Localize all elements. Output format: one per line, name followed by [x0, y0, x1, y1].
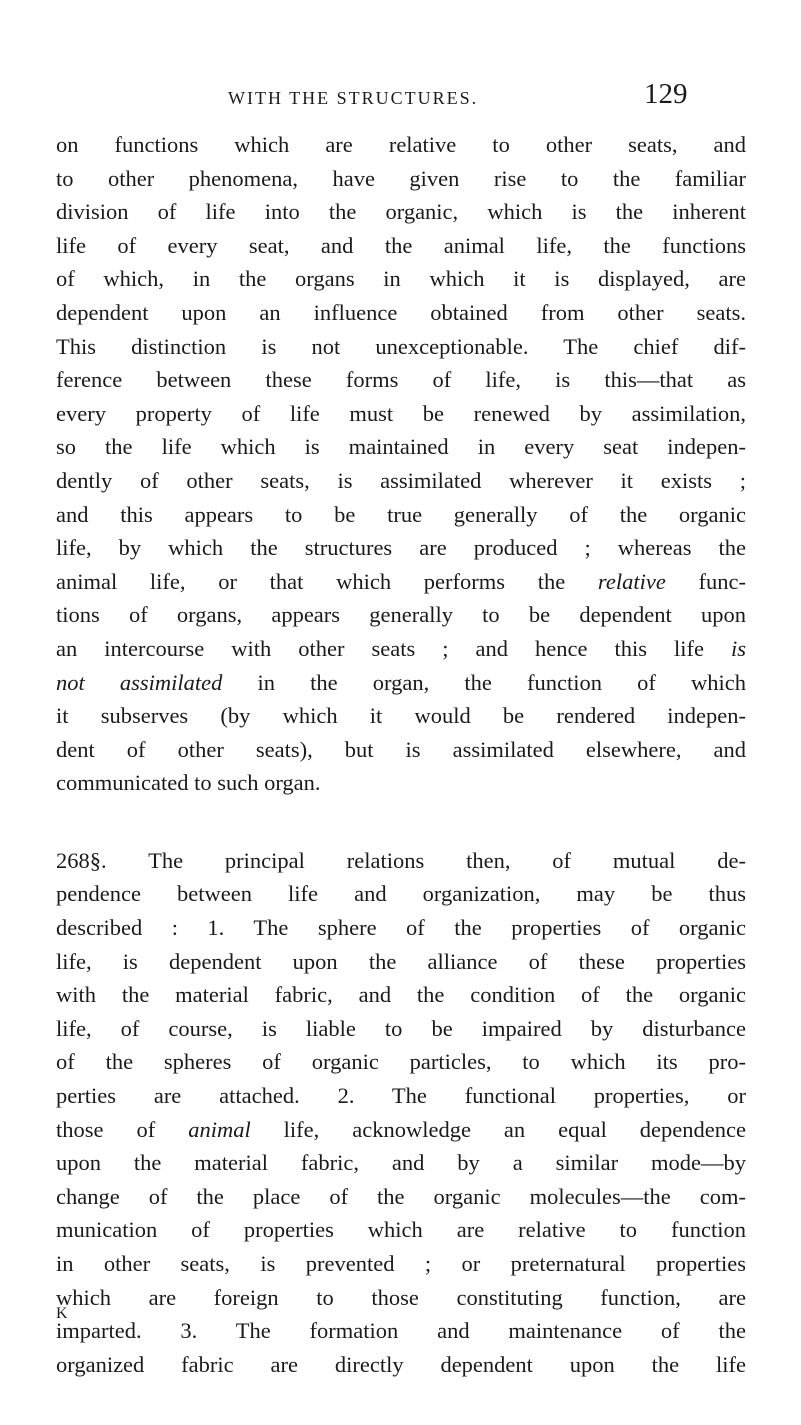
text-line: organized fabric are directly dependent upon the life [56, 1351, 746, 1377]
text-line: munication of properties which are relative to function [56, 1217, 746, 1243]
text-line: of which, in the organs in which it is displayed, are [56, 266, 746, 292]
body-text [56, 128, 746, 1381]
text-line: life, is dependent upon the alliance of these properties [56, 948, 746, 974]
text-line: with the material fabric, and the condition of the organic [56, 982, 746, 1008]
text-line: animal life, or that which performs the relative func- [56, 568, 746, 594]
text-line: perties are attached. 2. The functional properties, or [56, 1083, 746, 1109]
text-line: This distinction is not unexceptionable. The chief dif- [56, 333, 746, 359]
text-line: every property of life must be renewed by assimilation, [56, 400, 746, 426]
text-line: which are foreign to those constituting function, are [56, 1284, 746, 1310]
text-line: dently of other seats, is assimilated wherever it exists ; [56, 467, 746, 493]
paragraph-gap [56, 800, 746, 844]
signature-mark: K [56, 1305, 68, 1322]
text-line: upon the material fabric, and by a similar mode—by [56, 1150, 746, 1176]
text-line: change of the place of the organic molecules—the com- [56, 1183, 746, 1209]
paragraph-1 [56, 128, 746, 800]
text-line: imparted. 3. The formation and maintenance of the [56, 1318, 746, 1344]
text-line: it subserves (by which it would be rendered indepen- [56, 703, 746, 729]
text-line: pendence between life and organization, may be thus [56, 881, 746, 907]
text-line: those of animal life, acknowledge an equal dependence [56, 1116, 746, 1142]
text-line: life, by which the structures are produced ; whereas the [56, 535, 746, 561]
italic-phrase: not assimilated [56, 669, 223, 695]
text-line: and this appears to be true generally of the organic [56, 501, 746, 527]
italic-phrase: animal [188, 1116, 251, 1142]
italic-phrase: relative [597, 568, 666, 594]
page-number: 129 [644, 78, 688, 110]
text-line: not assimilated in the organ, the function of which [56, 669, 746, 695]
text-line: tions of organs, appears generally to be dependent upon [56, 602, 746, 628]
text-line: division of life into the organic, which is the inherent [56, 199, 746, 225]
text-line: so the life which is maintained in every seat indepen- [56, 434, 746, 460]
text-line: described : 1. The sphere of the properties of organic [56, 915, 746, 941]
text-line: to other phenomena, have given rise to the familiar [56, 165, 746, 191]
text-line: life, of course, is liable to be impaired by disturbance [56, 1015, 746, 1041]
text-line: communicated to such organ. [56, 770, 321, 796]
text-line: of the spheres of organic particles, to which its pro- [56, 1049, 746, 1075]
running-head: WITH THE STRUCTURES. [228, 88, 479, 108]
text-line: life of every seat, and the animal life, the functions [56, 232, 746, 258]
text-line: 268§. The principal relations then, of mutual de- [56, 847, 746, 873]
text-line: ference between these forms of life, is this—that as [56, 367, 746, 393]
paragraph-2 [56, 844, 746, 1382]
text-line: in other seats, is prevented ; or preternatural properties [56, 1251, 746, 1276]
italic-phrase: is [730, 635, 746, 661]
text-line: an intercourse with other seats ; and hence this life is [56, 635, 746, 661]
text-line: dependent upon an influence obtained from other seats. [56, 299, 746, 325]
text-line: on functions which are relative to other seats, and [56, 132, 746, 157]
text-line: dent of other seats), but is assimilated elsewhere, and [56, 736, 746, 762]
